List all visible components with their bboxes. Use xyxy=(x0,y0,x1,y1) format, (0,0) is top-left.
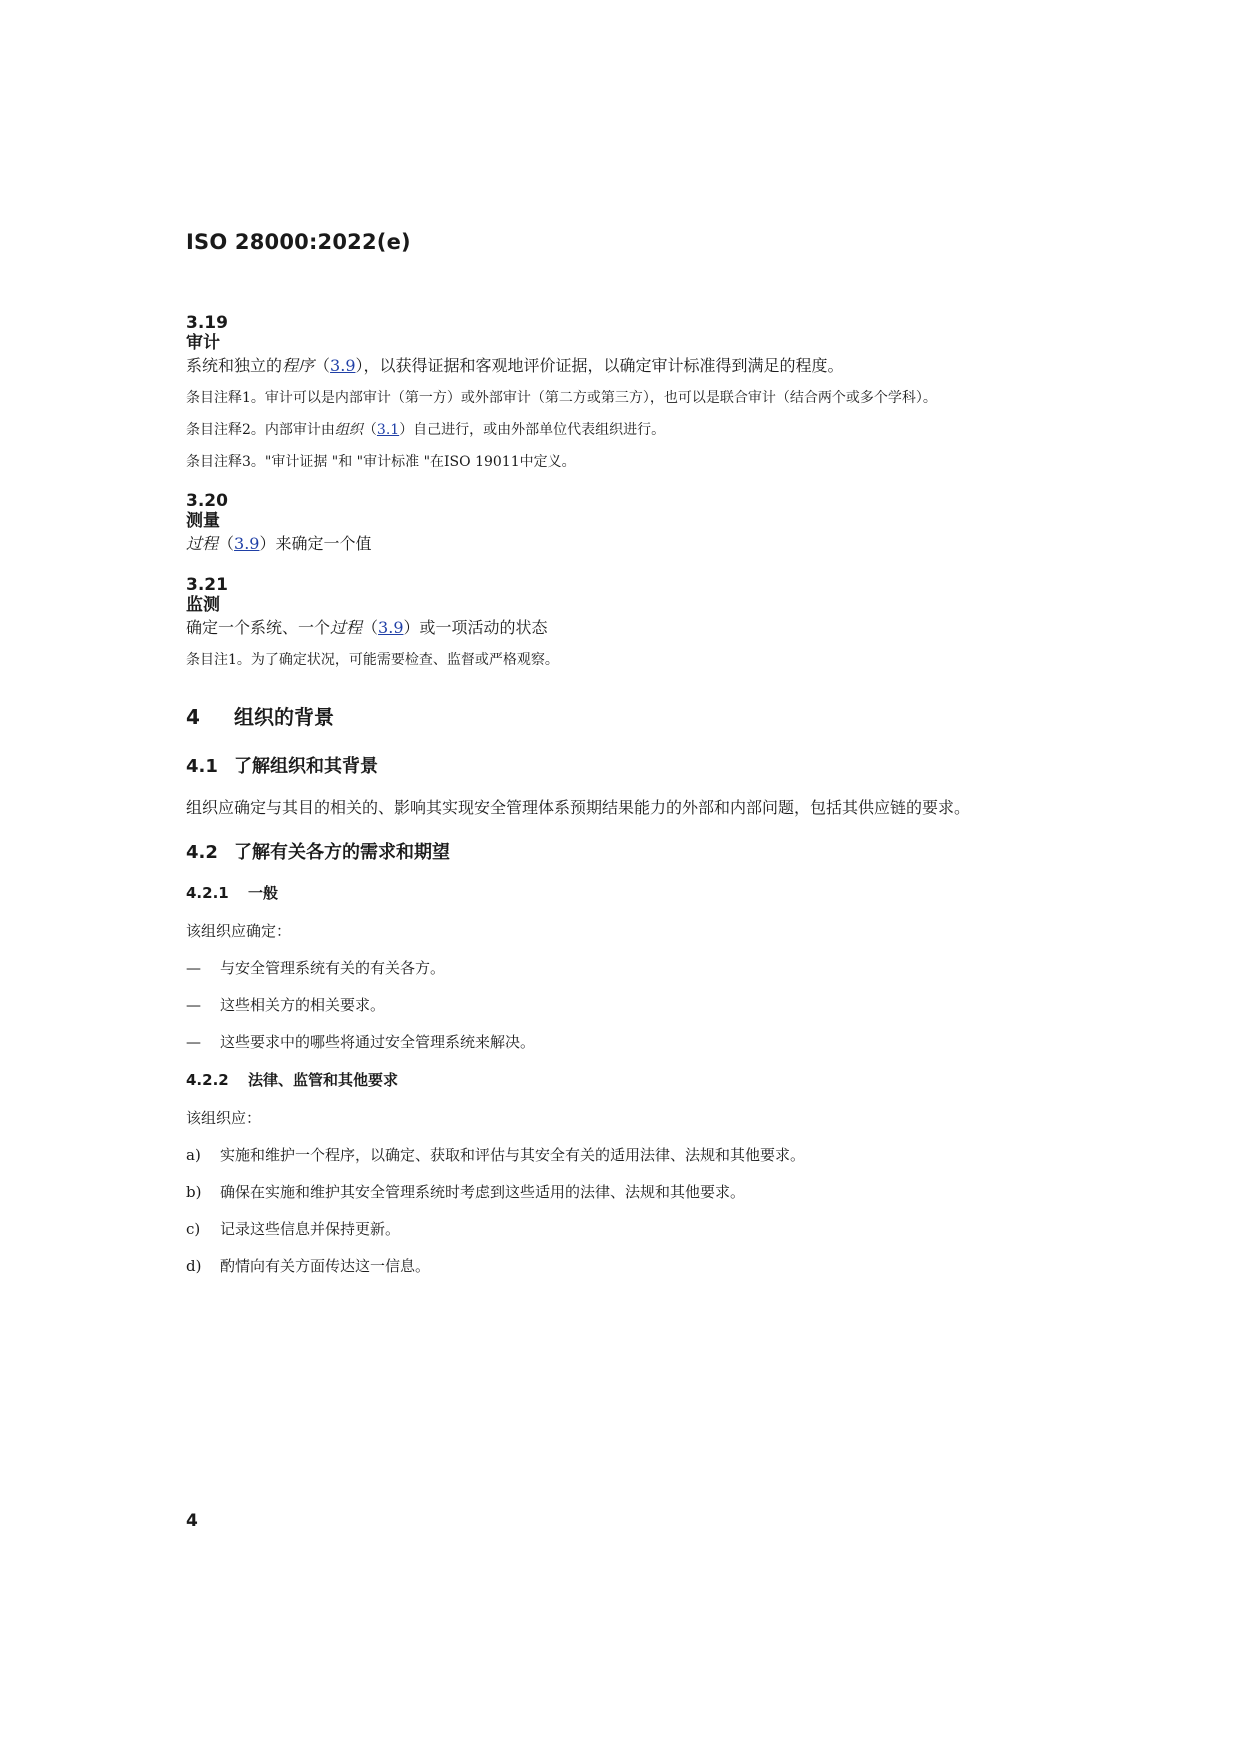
list-item xyxy=(186,1144,1006,1166)
list-item-text: 这些相关方的相关要求。 xyxy=(220,996,386,1014)
list-item xyxy=(186,1255,1006,1277)
list-item xyxy=(186,957,1006,979)
def-paren: （ xyxy=(362,618,379,637)
section-heading-4-1 xyxy=(186,752,1006,778)
def-text: 确定一个系统、一个 xyxy=(186,618,331,637)
cross-reference-link[interactable]: 3.1 xyxy=(376,422,400,438)
list-intro: 该组织应： xyxy=(186,1109,262,1127)
cross-reference-link[interactable]: 3.9 xyxy=(378,618,404,637)
section-title: 法律、监管和其他要求 xyxy=(248,1071,399,1089)
term-number: 3.19 xyxy=(186,313,228,333)
list-item xyxy=(186,1181,1006,1203)
section-number: 4.2.1 xyxy=(186,884,229,902)
list-item xyxy=(186,994,1006,1016)
term-entry-3-21 xyxy=(186,575,1006,671)
section-title: 组织的背景 xyxy=(234,705,334,729)
list-item-text: 记录这些信息并保持更新。 xyxy=(220,1220,401,1238)
def-text: ），以获得证据和客观地评价证据，以确定审计标准得到满足的程度。 xyxy=(355,356,844,375)
document-header: ISO 28000:2022(e) xyxy=(186,230,411,254)
paragraph: 组织应确定与其目的相关的、影响其实现安全管理体系预期结果能力的外部和内部问题，包括其供应链的要求。 xyxy=(186,798,971,817)
term-name: 测量 xyxy=(186,511,220,531)
note-emphasis: 组织 xyxy=(334,422,363,438)
def-text: 系统和独立的 xyxy=(186,356,283,375)
def-paren: （ xyxy=(314,356,331,375)
term-number: 3.21 xyxy=(186,575,228,595)
section-number: 4.2.2 xyxy=(186,1071,229,1089)
term-note-3: 条目注释3。"审计证据 "和 "审计标准 "在ISO 19011中定义。 xyxy=(186,454,576,470)
note-text: 条目注释2。内部审计由 xyxy=(186,422,335,438)
dash-marker: — xyxy=(186,1033,201,1051)
list-item-text: 确保在实施和维护其安全管理系统时考虑到这些适用的法律、法规和其他要求。 xyxy=(220,1183,746,1201)
section-heading-4 xyxy=(186,701,1006,730)
def-paren: （ xyxy=(218,534,235,553)
dash-marker: — xyxy=(186,996,201,1014)
term-definition xyxy=(186,353,1006,379)
page-number: 4 xyxy=(186,1511,198,1531)
term-definition xyxy=(186,531,1006,557)
cross-reference-link[interactable]: 3.9 xyxy=(330,356,356,375)
dash-marker: — xyxy=(186,959,201,977)
term-number: 3.20 xyxy=(186,491,228,511)
list-item xyxy=(186,1031,1006,1053)
term-name: 审计 xyxy=(186,333,220,353)
list-item-text: 这些要求中的哪些将通过安全管理系统来解决。 xyxy=(220,1033,536,1051)
page-content xyxy=(186,313,1006,1292)
section-number: 4.1 xyxy=(186,756,218,777)
list-intro: 该组织应确定： xyxy=(186,922,292,940)
term-name: 监测 xyxy=(186,595,220,615)
section-heading-4-2 xyxy=(186,838,1006,864)
term-note-1: 条目注释1。审计可以是内部审计（第一方）或外部审计（第二方或第三方），也可以是联合审计（结合两个或多个学科）。 xyxy=(186,390,937,406)
list-marker: b) xyxy=(186,1183,202,1201)
term-entry-3-19 xyxy=(186,313,1006,473)
term-definition xyxy=(186,615,1006,641)
list-marker: a) xyxy=(186,1146,201,1164)
note-paren: （ xyxy=(362,422,377,438)
section-heading-4-2-1 xyxy=(186,882,1006,903)
term-note-2 xyxy=(186,419,1006,441)
section-title: 一般 xyxy=(248,884,279,902)
def-emphasis: 过程 xyxy=(330,618,363,637)
list-item-text: 酌情向有关方面传达这一信息。 xyxy=(220,1257,431,1275)
term-note-1: 条目注1。为了确定状况，可能需要检查、监督或严格观察。 xyxy=(186,652,559,668)
section-title: 了解组织和其背景 xyxy=(234,756,378,777)
def-text: ）或一项活动的状态 xyxy=(403,618,548,637)
list-item-text: 与安全管理系统有关的有关各方。 xyxy=(220,959,446,977)
section-number: 4 xyxy=(186,705,200,729)
def-text: ）来确定一个值 xyxy=(259,534,372,553)
term-entry-3-20 xyxy=(186,491,1006,557)
list-marker: d) xyxy=(186,1257,202,1275)
def-emphasis: 过程 xyxy=(186,534,219,553)
list-item xyxy=(186,1218,1006,1240)
list-item-text: 实施和维护一个程序，以确定、获取和评估与其安全有关的适用法律、法规和其他要求。 xyxy=(220,1146,806,1164)
section-heading-4-2-2 xyxy=(186,1069,1006,1090)
list-marker: c) xyxy=(186,1220,201,1238)
def-emphasis: 程序 xyxy=(282,356,315,375)
section-title: 了解有关各方的需求和期望 xyxy=(234,842,450,863)
cross-reference-link[interactable]: 3.9 xyxy=(234,534,260,553)
section-number: 4.2 xyxy=(186,842,218,863)
note-text: ）自己进行，或由外部单位代表组织进行。 xyxy=(399,422,666,438)
